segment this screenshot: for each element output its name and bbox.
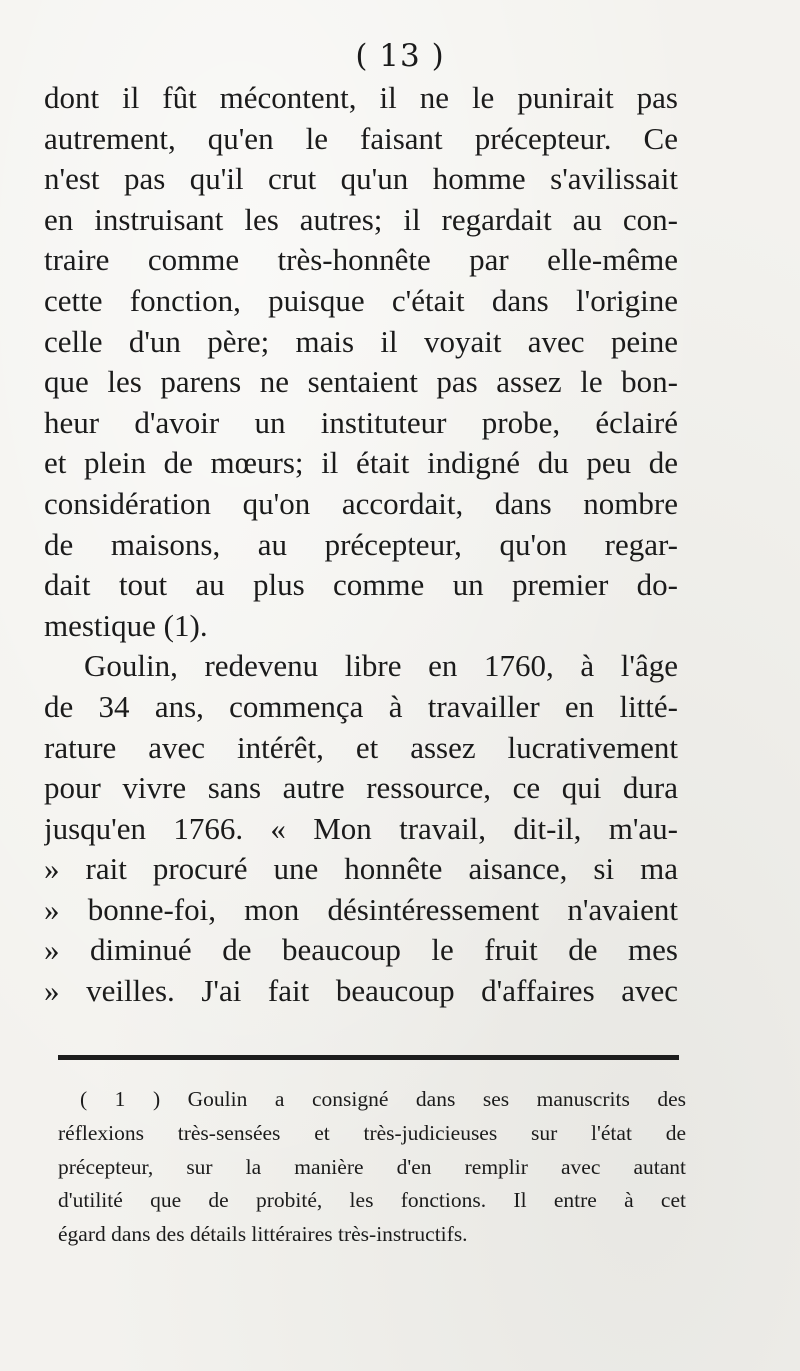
body-text: [44, 78, 678, 1012]
text-line: » bonne-foi, mon désintéressement n'avaient: [44, 891, 678, 927]
text-line: pour vivre sans autre ressource, ce qui dura: [44, 770, 678, 806]
text-line: jusqu'en 1766. « Mon travail, dit-il, m'au-: [44, 810, 678, 846]
page-number: ( 13 ): [355, 38, 445, 74]
text-line: heur d'avoir un instituteur probe, éclairé: [44, 404, 678, 440]
text-line: traire comme très-honnête par elle-même: [44, 242, 678, 278]
footnote-line: réflexions très-sensées et très-judicieuses sur l'état de: [58, 1120, 686, 1145]
text-line: et plein de mœurs; il était indigné du peu de: [44, 445, 678, 481]
text-line: » veilles. J'ai fait beaucoup d'affaires avec: [44, 973, 678, 1009]
text-line: celle d'un père; mais il voyait avec peine: [44, 323, 678, 359]
footnote-divider: [58, 1055, 679, 1060]
text-line: mestique (1).: [44, 607, 208, 643]
text-line: dont il fût mécontent, il ne le punirait pas: [44, 80, 678, 115]
text-line: » diminué de beaucoup le fruit de mes: [44, 932, 678, 968]
text-line: de maisons, au précepteur, qu'on regar-: [44, 526, 678, 562]
footnote-line: égard dans des détails littéraires très-instructifs.: [58, 1222, 468, 1247]
text-line: en instruisant les autres; il regardait au con-: [44, 201, 678, 237]
text-line: autrement, qu'en le faisant précepteur. Ce: [44, 120, 678, 156]
text-line: considération qu'on accordait, dans nombre: [44, 485, 678, 521]
text-line: n'est pas qu'il crut qu'un homme s'avilissait: [44, 161, 678, 197]
text-line: dait tout au plus comme un premier do-: [44, 567, 678, 603]
text-line: de 34 ans, commença à travailler en litté-: [44, 688, 678, 724]
footnote-line: d'utilité que de probité, les fonctions. Il entre à cet: [58, 1188, 686, 1213]
paragraph-first-line: Goulin, redevenu libre en 1760, à l'âge: [84, 648, 678, 684]
footnote-line: ( 1 ) Goulin a consigné dans ses manuscrits des: [80, 1087, 686, 1111]
footnote: [58, 1083, 686, 1252]
footnote-line: précepteur, sur la manière d'en remplir avec autant: [58, 1154, 686, 1179]
text-line: que les parens ne sentaient pas assez le bon-: [44, 364, 678, 400]
text-line: cette fonction, puisque c'était dans l'origine: [44, 282, 678, 318]
text-line: » rait procuré une honnête aisance, si ma: [44, 851, 678, 887]
text-line: rature avec intérêt, et assez lucrativement: [44, 729, 678, 765]
